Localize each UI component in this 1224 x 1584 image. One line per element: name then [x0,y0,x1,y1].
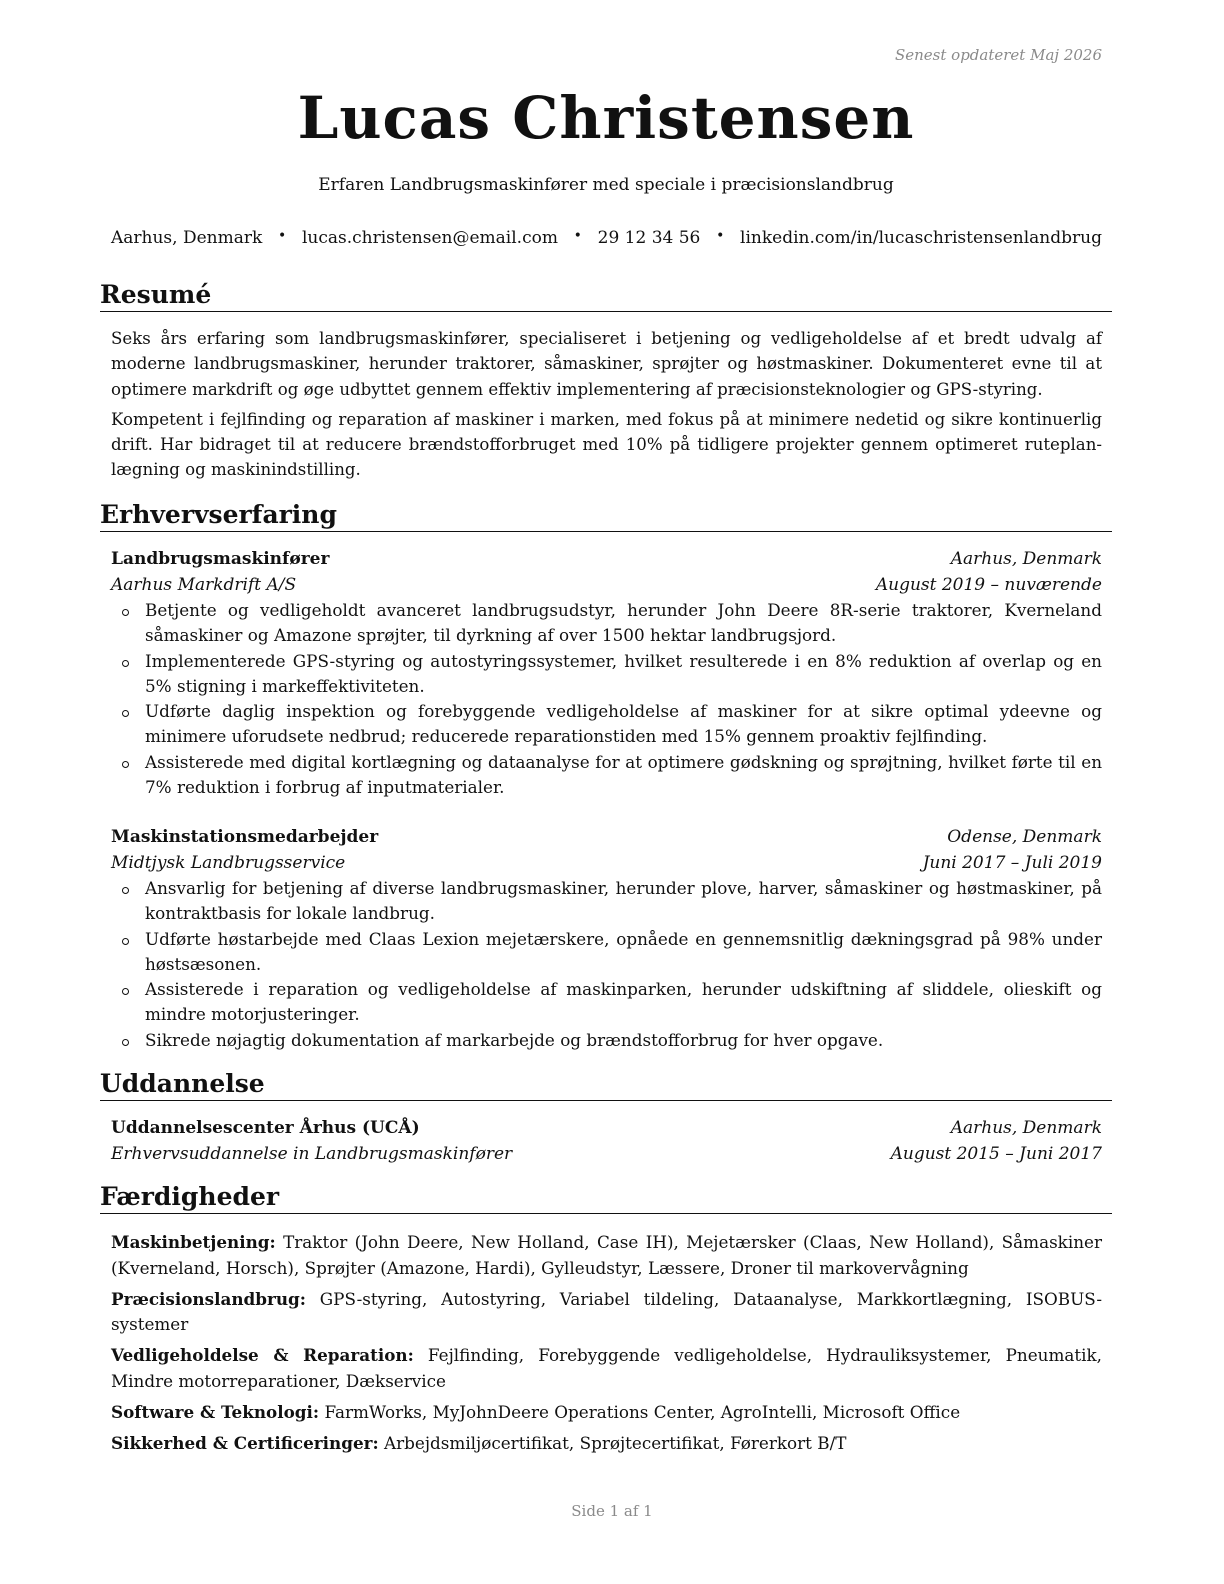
contact-line [111,228,1102,248]
education-dates: August 2015 – Juni 2017 [890,1143,1102,1164]
contact-location: Aarhus, Denmark [111,228,263,248]
summary-paragraph: Kompetent i fejlfinding og reparation af maskiner i marken, med fokus på at minimere nedetid og sikre kontinuerlig drift. Har bidraget til at reducere brændstofforbruget med 10% på tidligere projekter gennem optimeret ruteplanlægning og maskinindstilling. [111,409,1102,480]
job-entry [111,825,1102,1053]
separator-dot: • [716,228,725,244]
bullet-circle-icon [122,761,129,768]
list-item: Assisterede i reparation og vedligeholdelse af maskinparken, herunder udskiftning af sliddele, olieskift og mindre motorjusteringer. [145,977,1102,1028]
summary-section [111,326,1102,488]
education-location: Aarhus, Denmark [950,1118,1102,1138]
list-item: Assisterede med digital kortlægning og dataanalyse for at optimere gødskning og sprøjtning, hvilket førte til en 7% reduktion i forbrug af inputmaterialer. [145,750,1102,801]
education-degree: Erhvervsuddannelse in Landbrugsmaskinfører [111,1143,513,1164]
bullet-circle-icon [122,938,129,945]
list-item: Udførte daglig inspektion og forebyggende vedligeholdelse af maskiner for at sikre optimal ydeevne og minimere uforudsete nedbrud; reducerede reparationstiden med 15% gennem proaktiv fejlfinding. [145,699,1102,750]
job-dates: August 2019 – nuværende [875,574,1102,595]
bullet-circle-icon [122,988,129,995]
bullet-circle-icon [122,609,129,616]
section-title-experience: Erhvervserfaring [100,500,1112,532]
skill-value: FarmWorks, MyJohnDeere Operations Center, AgroIntelli, Microsoft Office [324,1401,961,1422]
skills-section [111,1230,1102,1462]
section-title-summary: Resumé [100,280,1112,312]
separator-dot: • [278,228,287,244]
job-location: Odense, Denmark [947,827,1102,847]
section-title-education: Uddannelse [100,1069,1112,1101]
resume-page [100,0,1112,1584]
job-dates: Juni 2017 – Juli 2019 [922,852,1102,873]
summary-paragraph: Seks års erfaring som landbrugsmaskinfører, specialiseret i betjening og vedligeholdelse af et bredt udvalg af moderne landbrugsmaskiner, herunder traktorer, såmaskiner, sprøjter og høstmaskiner. Dokumenteret evne til at optimere markdrift og øge udbyttet gennem effektiv implementering af præcisionsteknologier og GPS-styring. [111,329,1102,399]
skill-value: Fejlfinding, Forebyggende vedligeholdelse, Hydrauliksystemer, Pneumatik, Mindre motorreparationer, Dækservice [111,1345,1102,1391]
skill-value: Traktor (John Deere, New Holland, Case IH), Mejetærsker (Claas, New Holland), Såmaskiner (Kverneland, Horsch), Sprøjter (Amazone, Hardi), Gylleudstyr, Læssere, Droner til markovervågning [111,1232,1102,1278]
skill-row [111,1287,1102,1338]
job-entry [111,547,1102,800]
skill-row [111,1400,1102,1426]
separator-dot: • [573,228,582,244]
skill-value: GPS-styring, Autostyring, Variabel tildeling, Dataanalyse, Markkortlægning, ISOBUS-systemer [111,1288,1102,1334]
bullet-circle-icon [122,1039,129,1046]
list-item: Udførte høstarbejde med Claas Lexion mejetærskere, opnåede en gennemsnitlig dækningsgrad på 98% under høstsæsonen. [145,927,1102,978]
section-title-skills: Færdigheder [100,1182,1112,1214]
job-bullets [111,876,1102,1053]
skill-label: Præcisionslandbrug: [111,1288,306,1309]
education-entry [111,1116,1102,1167]
skill-label: Vedligeholdelse & Reparation: [111,1345,414,1365]
contact-linkedin[interactable]: linkedin.com/in/lucaschristensenlandbrug [740,228,1102,248]
skill-label: Sikkerhed & Certificeringer: [111,1432,379,1453]
job-company: Midtjysk Landbrugsservice [111,852,346,873]
contact-phone: 29 12 34 56 [597,228,701,248]
job-company: Aarhus Markdrift A/S [111,574,297,595]
skill-row [111,1343,1102,1394]
job-role: Landbrugsmaskinfører [111,549,330,569]
contact-email[interactable]: lucas.christensen@email.com [301,228,558,248]
skill-row [111,1431,1102,1457]
bullet-circle-icon [122,710,129,717]
education-school: Uddannelsescenter Århus (UCÅ) [111,1118,420,1138]
bullet-circle-icon [122,887,129,894]
list-item: Implementerede GPS-styring og autostyringssystemer, hvilket resulterede i en 8% reduktion af overlap og en 5% stigning i markeffektiviteten. [145,649,1102,700]
list-item: Ansvarlig for betjening af diverse landbrugsmaskiner, herunder plove, harver, såmaskiner og høstmaskiner, på kontraktbasis for lokale landbrug. [145,876,1102,927]
job-bullets [111,598,1102,800]
job-role: Maskinstationsmedarbejder [111,827,379,847]
bullet-circle-icon [122,660,129,667]
skill-row [111,1230,1102,1281]
skill-label: Maskinbetjening: [111,1232,276,1252]
list-item: Sikrede nøjagtig dokumentation af markarbejde og brændstofforbrug for hver opgave. [145,1028,1102,1053]
job-location: Aarhus, Denmark [950,549,1102,569]
page-number: Side 1 af 1 [571,1502,653,1520]
tagline: Erfaren Landbrugsmaskinfører med speciale i præcisionslandbrug [318,175,894,195]
candidate-name: Lucas Christensen [297,84,915,152]
skill-value: Arbejdsmiljøcertifikat, Sprøjtecertifikat, Førerkort B/T [384,1432,847,1453]
skill-label: Software & Teknologi: [111,1401,320,1422]
last-updated: Senest opdateret Maj 2026 [894,46,1102,64]
list-item: Betjente og vedligeholdt avanceret landbrugsudstyr, herunder John Deere 8R-serie traktorer, Kverneland såmaskiner og Amazone sprøjter, til dyrkning af over 1500 hektar landbrugsjord. [145,598,1102,649]
